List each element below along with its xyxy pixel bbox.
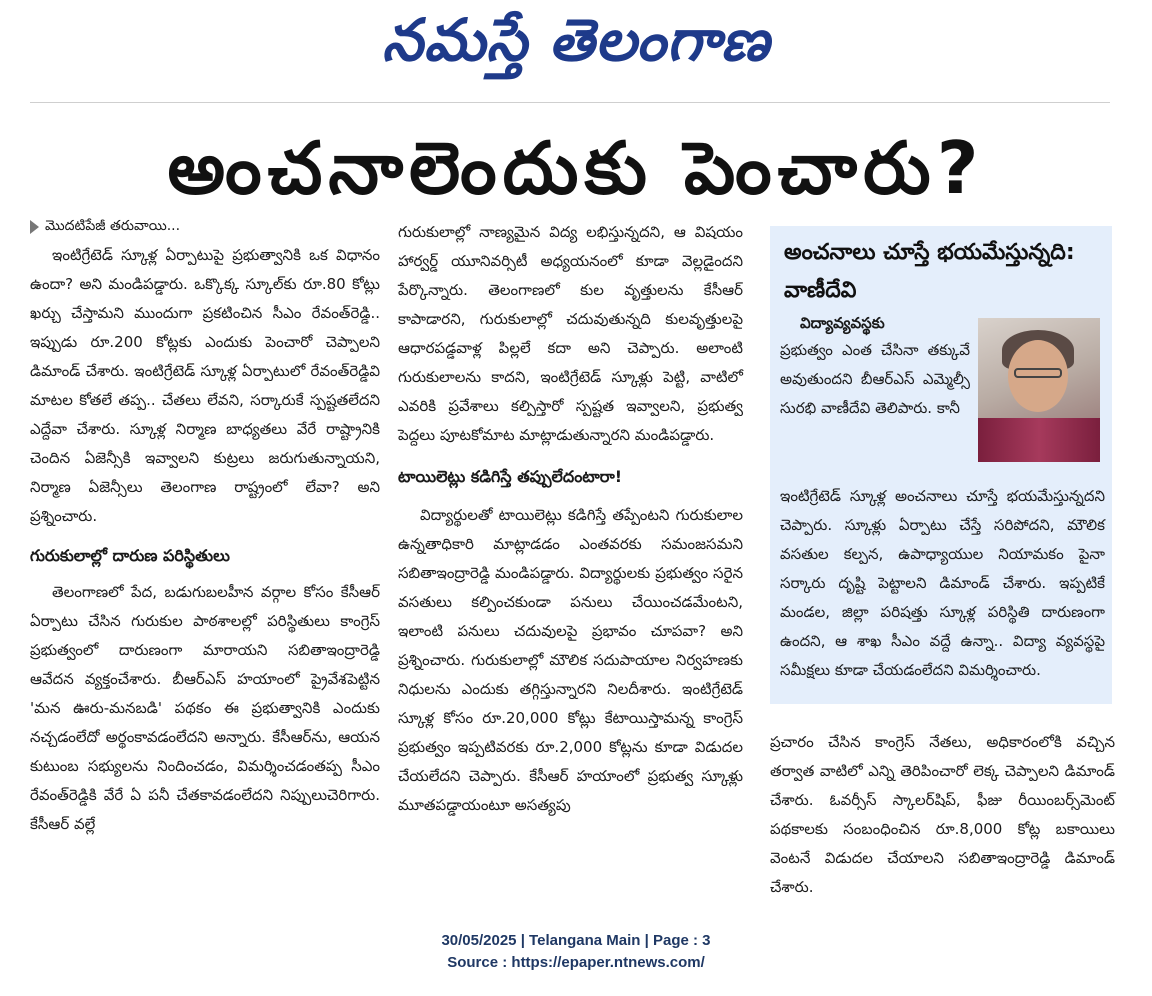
photo-saree (978, 418, 1100, 462)
article-paragraph: ఇంటిగ్రేటెడ్ స్కూళ్ల ఏర్పాటుపై ప్రభుత్వానికి ఒక విధానం ఉందా? అని మండిపడ్డారు. ఒక్కొక్క స్కూల్‌కు రూ.80 కోట్లు ఖర్చు చేస్తామని ముందుగా ప్రకటించిన సీఎం రేవంత్‌రెడ్డి.. ఇప్పుడు రూ.200 కోట్లకు ఎందుకు పెంచారో చెప్పాలని డిమాండ్ చేశారు. ఇంటిగ్రేటెడ్ స్కూళ్ల ఏర్పాటులో రేవంత్‌రెడ్డివి మాటల కోతలే తప్ప.. చేతలు లేవని, సర్కారుకే స్పష్టతలేదని ఎద్దేవా చేశారు. స్కూళ్ల నిర్మాణ బాధ్యతలు వేరే రాష్ట్రానికి చెందిన ఏజెన్సీకి ఇవ్వాలని కుట్రలు జరుగుతున్నాయని, నిర్మాణ ఏజెన్సీలు తెలంగాణ రాష్ట్రంలో లేవా? అని ప్రశ్నించారు. (30, 246, 380, 525)
portrait-photo (978, 318, 1100, 462)
article-paragraph: తెలంగాణలో పేద, బడుగుబలహీన వర్గాల కోసం కేసీఆర్ ఏర్పాటు చేసిన గురుకుల పాఠశాలల్లో పరిస్థితులు కాంగ్రెస్ ప్రభుత్వంలో దారుణంగా మారాయని సబితాఇంద్రారెడ్డి ఆవేదన వ్యక్తంచేశారు. బీఆర్‌ఎస్ హయాంలో ప్రైవేశపెట్టిన 'మన ఊరు-మనబడి' పథకం ఈ ప్రభుత్వానికి ఎందుకు నచ్చడంలేదో అర్థంకావడంలేదని అన్నారు. కేసీఆర్‌ను, ఆయన కుటుంబ సభ్యులను నిందించడం, విమర్శించడంతప్ప సీఎం రేవంత్‌రెడ్డికి వేరే ఏ పనీ చేతకావడంలేదని నిప్పులుచెరిగారు. కేసీఆర్ వల్లే (30, 583, 380, 833)
article-paragraph: గురుకులాల్లో నాణ్యమైన విద్య లభిస్తున్నదని, ఆ విషయం హార్వర్డ్ యూనివర్సిటీ అధ్యయనంలో కూడా వెల్లడైందని పేర్కొన్నారు. తెలంగాణలో కుల వృత్తులను కేసీఆర్ కాపాడారని, గురుకులాల్లో చదువుతున్నది కులవృత్తులపై ఆధారపడ్డవాళ్ల పిల్లలే కదా అని చెప్పారు. అలాంటి గురుకులాలను కాదని, ఇంటిగ్రేటెడ్ స్కూళ్లు పెట్టి, వాటిలో ఎవరికి ప్రవేశాలు కల్పిస్తారో స్పష్టత ఇవ్వాలని, ప్రభుత్వ పెద్దలు పూటకోమాట మాట్లాడుతున్నారని మండిపడ్డారు. (398, 223, 743, 444)
photo-glasses (1014, 368, 1062, 378)
subheading: టాయిలెట్లు కడిగిస్తే తప్పులేదంటారా! (398, 467, 623, 486)
masthead (0, 2, 1152, 92)
newspaper-logo: నమస్తే తెలంగాణ (382, 5, 770, 74)
sidebar-paragraph: ఇంటిగ్రేటెడ్ స్కూళ్ల అంచనాలు చూస్తే భయమేస్తున్నదని చెప్పారు. స్కూళ్లు ఏర్పాటు చేస్తే సరిపోదని, మౌలిక వసతుల కల్పన, ఉపాధ్యాయుల నియామకం పైనా సర్కారు దృష్టి పెట్టాలని డిమాండ్ చేశారు. ఇప్పటికే మండల, జిల్లా పరిషత్తు స్కూళ్ల పరిస్థితి దారుణంగా ఉందని, ఆ శాఖ సీఎం వద్దే ఉన్నా.. విద్యా వ్యవస్థపై సమీక్షలు కూడా చేయడంలేదని విమర్శించారు. (780, 487, 1105, 679)
sidebar-byline: విద్యావ్యవస్థకు (800, 314, 885, 332)
continued-from-front (30, 212, 380, 241)
page-footer (0, 930, 1152, 974)
source-link[interactable]: Source : https://epaper.ntnews.com/ (447, 954, 705, 971)
article-paragraph: విద్యార్థులతో టాయిలెట్లు కడిగిస్తే తప్పేంటని గురుకులాల ఉన్నతాధికారి మాట్లాడడం ఎంతవరకు సమంజసమని సబితాఇంద్రారెడ్డి మండిపడ్డారు. విద్యార్థులకు ప్రభుత్వం సరైన వసతులు కల్పించకుండా పనులు చేయించడమేంటని, ఇలాంటి పనులు చదువులపై ప్రభావం చూపవా? అని ప్రశ్నించారు. గురుకులాల్లో మౌలిక సదుపాయాల నిర్వహణకు నిధులను ఎందుకు తగ్గిస్తున్నారని నిలదీశారు. ఇంటిగ్రేటెడ్ స్కూళ్ల కోసం రూ.20,000 కోట్లు కేటాయిస్తామన్న కాంగ్రెస్ ప్రభుత్వం ఇప్పటివరకు రూ.2,000 కోట్లను కూడా విడుదల చేయలేదని చెప్పారు. కేసీఆర్ హయాంలో ప్రభుత్వ స్కూళ్లు మూతపడ్డాయంటూ అసత్యపు (398, 506, 743, 814)
article-column-1 (30, 212, 380, 839)
edition-info: 30/05/2025 | Telangana Main | Page : 3 (441, 932, 711, 949)
article-column-2 (398, 218, 743, 820)
divider (30, 102, 1110, 103)
article-paragraph: ప్రచారం చేసిన కాంగ్రెస్ నేతలు, అధికారంలోకి వచ్చిన తర్వాత వాటిలో ఎన్ని తెరిపించారో లెక్క చెప్పాలని డిమాండ్ చేశారు. ఓవర్సీస్ స్కాలర్‌షిప్, ఫీజు రీయింబర్స్‌మెంట్ పథకాలకు సంబంధించిన రూ.8,000 కోట్ల బకాయిలు వెంటనే విడుదల చేయాలని సబితాఇంద్రారెడ్డి డిమాండ్ చేశారు. (770, 733, 1115, 896)
sidebar-box (770, 226, 1112, 704)
article-column-3 (770, 728, 1115, 902)
continued-label: మొదటిపేజీ తరువాయి... (45, 218, 181, 234)
sidebar-title: అంచనాలు చూస్తే భయమేస్తున్నది: వాణీదేవి (784, 240, 1075, 303)
arrow-right-icon (30, 220, 39, 234)
headline: అంచనాలెందుకు పెంచారు? (167, 126, 985, 210)
sidebar-paragraph-narrow: ప్రభుత్వం ఎంత చేసినా తక్కువే అవుతుందని బీఆర్‌ఎస్ ఎమ్మెల్సీ సురభి వాణీదేవి తెలిపారు. కానీ (780, 341, 970, 417)
subheading: గురుకులాల్లో దారుణ పరిస్థితులు (30, 546, 230, 565)
